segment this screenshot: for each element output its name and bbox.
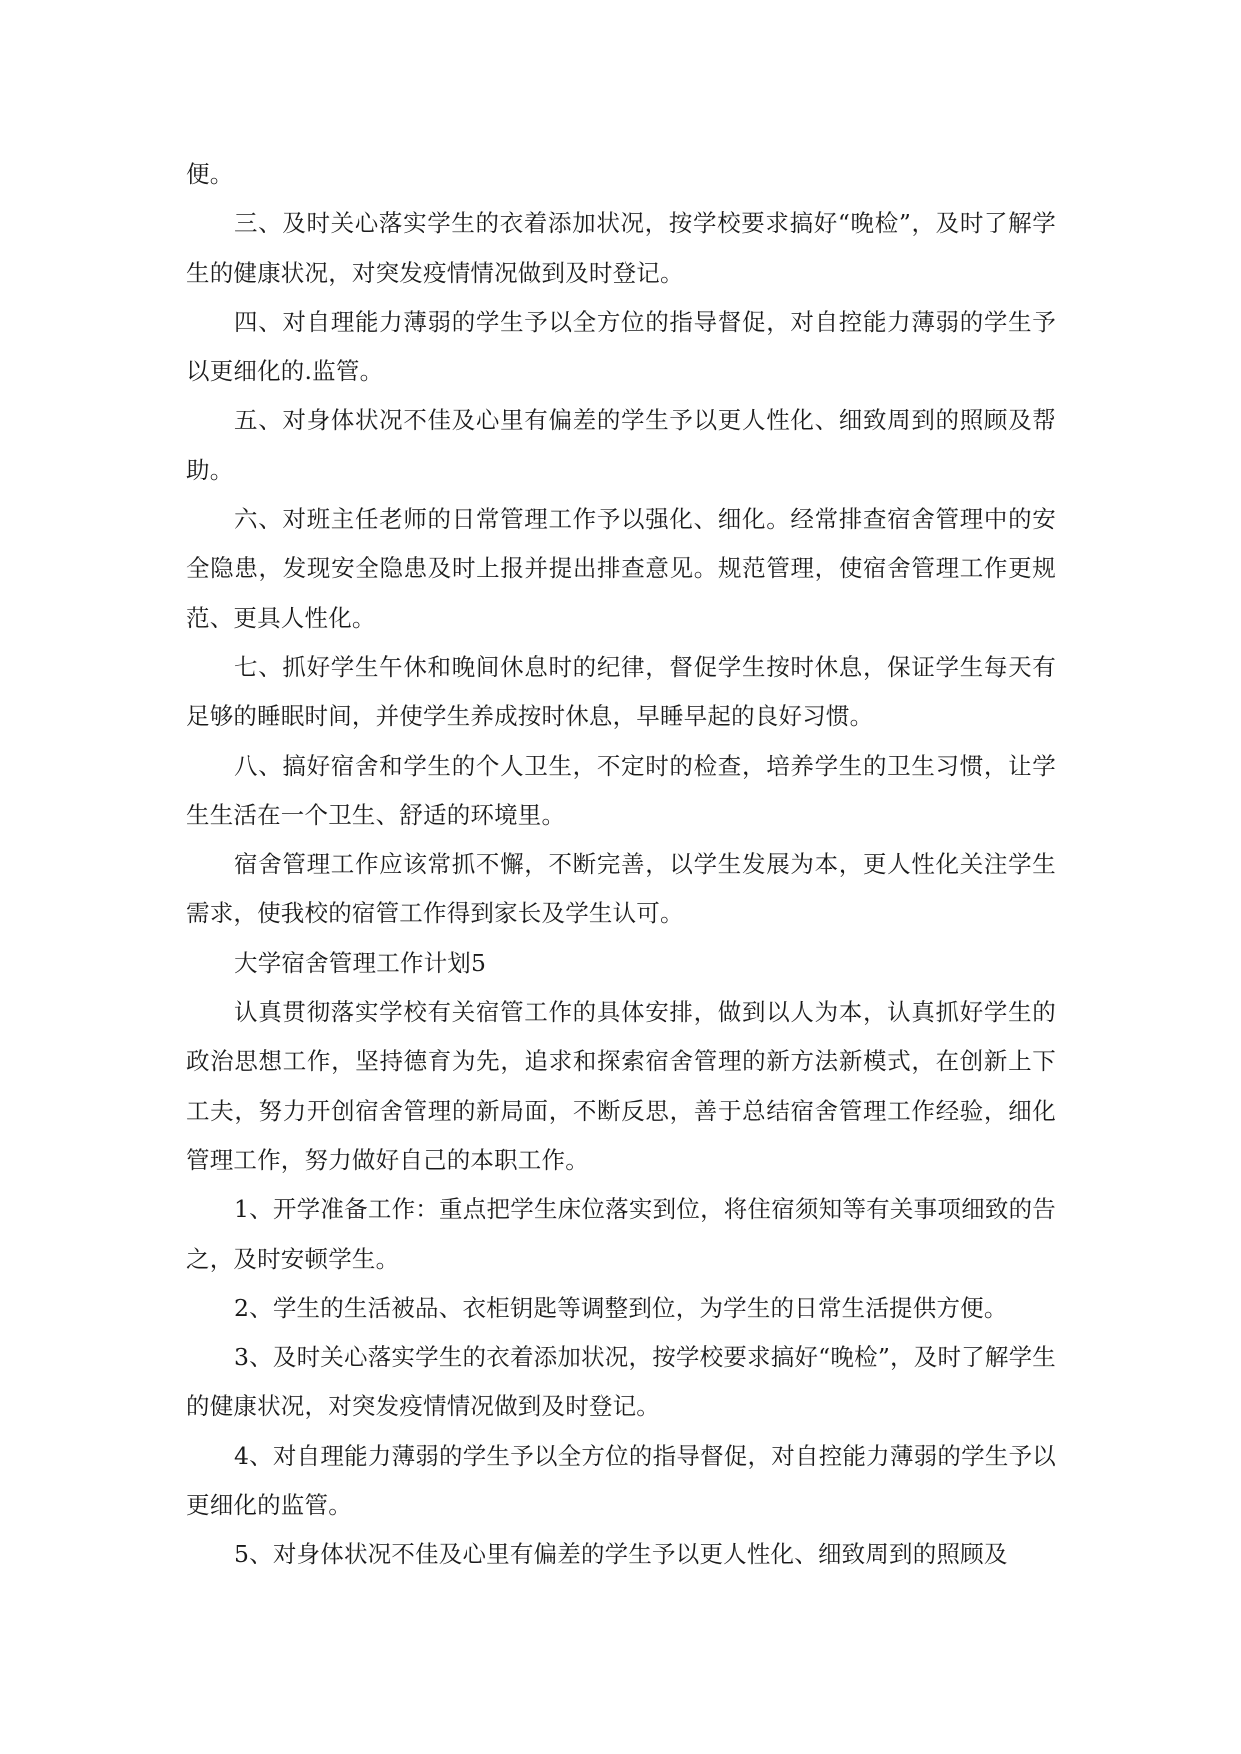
paragraph-item-6: 六、对班主任老师的日常管理工作予以强化、细化。经常排查宿舍管理中的安全隐患，发现安全隐患及时上报并提出排查意见。规范管理，使宿舍管理工作更规范、更具人性化。 — [186, 505, 1056, 632]
document-body — [186, 150, 1056, 1580]
paragraph-intro: 认真贯彻落实学校有关宿管工作的具体安排，做到以人为本，认真抓好学生的政治思想工作，坚持德育为先，追求和探索宿舍管理的新方法新模式，在创新上下工夫，努力开创宿舍管理的新局面，不断反思，善于总结宿舍管理工作经验，细化管理工作，努力做好自己的本职工作。 — [186, 998, 1056, 1174]
section-heading: 大学宿舍管理工作计划5 — [234, 948, 487, 977]
paragraph-summary: 宿舍管理工作应该常抓不懈，不断完善，以学生发展为本，更人性化关注学生需求，使我校的宿管工作得到家长及学生认可。 — [186, 850, 1056, 928]
paragraph-item-8: 八、搞好宿舍和学生的个人卫生，不定时的检查，培养学生的卫生习惯，让学生生活在一个卫生、舒适的环境里。 — [186, 751, 1056, 829]
paragraph-numbered-2: 2、学生的生活被品、衣柜钥匙等调整到位，为学生的日常生活提供方便。 — [234, 1293, 1008, 1322]
paragraph-continuation: 便。 — [186, 160, 234, 188]
paragraph-item-3: 三、及时关心落实学生的衣着添加状况，按学校要求搞好“晚检”，及时了解学生的健康状况，对突发疫情情况做到及时登记。 — [186, 209, 1056, 287]
paragraph-item-4: 四、对自理能力薄弱的学生予以全方位的指导督促，对自控能力薄弱的学生予以更细化的.监管。 — [186, 307, 1056, 386]
paragraph-numbered-3: 3、及时关心落实学生的衣着添加状况，按学校要求搞好“晚检”，及时了解学生的健康状况，对突发疫情情况做到及时登记。 — [186, 1343, 1056, 1421]
paragraph-numbered-1: 1、开学准备工作：重点把学生床位落实到位，将住宿须知等有关事项细致的告之，及时安顿学生。 — [186, 1195, 1056, 1273]
paragraph-item-7: 七、抓好学生午休和晚间休息时的纪律，督促学生按时休息，保证学生每天有足够的睡眠时间，并使学生养成按时休息，早睡早起的良好习惯。 — [186, 652, 1056, 731]
paragraph-item-5: 五、对身体状况不佳及心里有偏差的学生予以更人性化、细致周到的照顾及帮助。 — [186, 406, 1056, 484]
paragraph-numbered-4: 4、对自理能力薄弱的学生予以全方位的指导督促，对自控能力薄弱的学生予以更细化的监管。 — [186, 1441, 1056, 1520]
paragraph-numbered-5: 5、对身体状况不佳及心里有偏差的学生予以更人性化、细致周到的照顾及 — [234, 1540, 1008, 1569]
